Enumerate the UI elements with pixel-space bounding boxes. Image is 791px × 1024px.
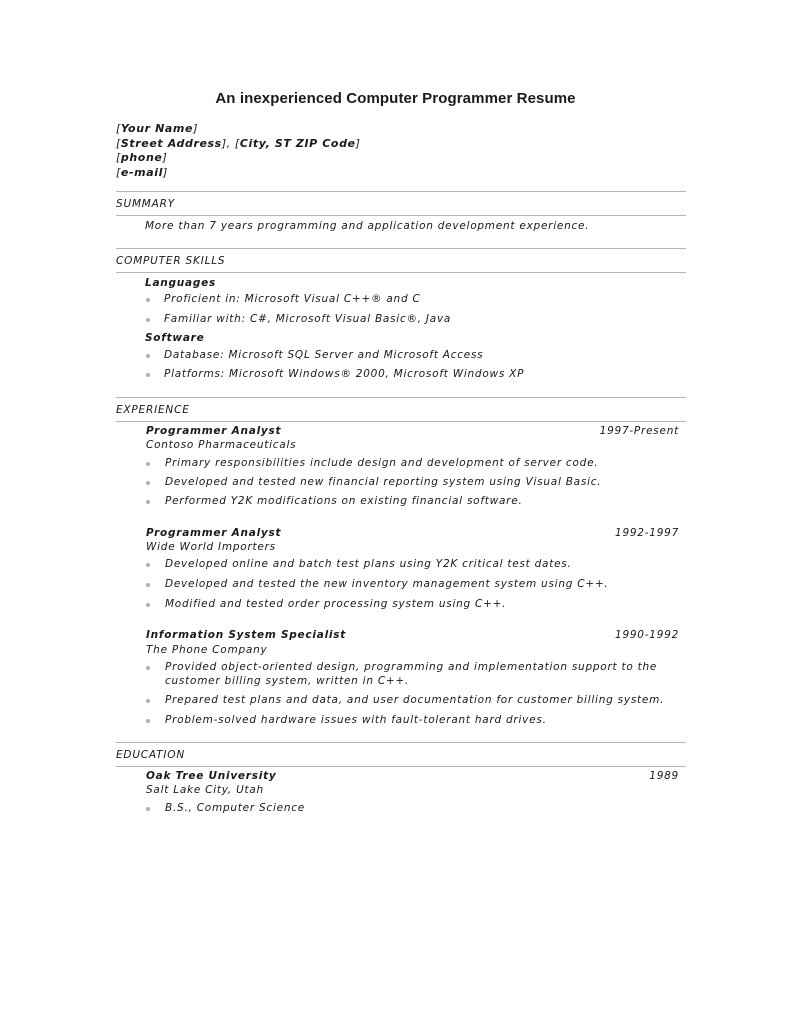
- job-title: Programmer Analyst: [146, 527, 282, 539]
- job-bullet: Developed and tested the new inventory management system using C++.: [165, 578, 609, 590]
- job-bullet: Prepared test plans and data, and user documentation for customer billing system.: [165, 694, 665, 706]
- section-divider: [116, 191, 686, 192]
- job-dates: 1997-Present: [599, 425, 679, 437]
- bullet-dot: [146, 603, 150, 607]
- job-bullet: Provided object-oriented design, programming and implementation support to the: [165, 661, 658, 673]
- bullet-dot: [146, 318, 150, 322]
- job-bullet: Developed online and batch test plans using Y2K critical test dates.: [165, 558, 572, 570]
- section-divider: [116, 742, 686, 743]
- section-divider: [116, 272, 686, 273]
- job-company: Contoso Pharmaceuticals: [146, 439, 297, 451]
- job-bullet: Primary responsibilities include design and development of server code.: [165, 457, 599, 469]
- experience-heading: EXPERIENCE: [116, 404, 190, 416]
- school-location: Salt Lake City, Utah: [146, 784, 264, 796]
- job-dates: 1990-1992: [615, 629, 679, 641]
- contact-phone: [phone]: [116, 151, 168, 165]
- graduation-year: 1989: [649, 770, 679, 782]
- bullet-dot: [146, 500, 150, 504]
- skill-item: Database: Microsoft SQL Server and Microsoft Access: [164, 349, 484, 361]
- software-label: Software: [145, 332, 205, 344]
- job-bullet-continued: customer billing system, written in C++.: [165, 675, 410, 687]
- job-company: Wide World Importers: [146, 541, 276, 553]
- bullet-dot: [146, 373, 150, 377]
- bullet-dot: [146, 699, 150, 703]
- bullet-dot: [146, 462, 150, 466]
- skills-heading: COMPUTER SKILLS: [116, 255, 226, 267]
- bullet-dot: [146, 807, 150, 811]
- job-bullet: Developed and tested new financial reporting system using Visual Basic.: [165, 476, 602, 488]
- summary-heading: SUMMARY: [116, 198, 175, 210]
- job-title: Programmer Analyst: [146, 425, 282, 437]
- skill-item: Familiar with: C#, Microsoft Visual Basic®, Java: [164, 313, 452, 325]
- contact-email: [e-mail]: [116, 165, 168, 179]
- section-divider: [116, 421, 686, 422]
- job-dates: 1992-1997: [615, 527, 679, 539]
- summary-text: More than 7 years programming and application development experience.: [145, 220, 590, 232]
- job-bullet: Modified and tested order processing system using C++.: [165, 598, 507, 610]
- education-heading: EDUCATION: [116, 749, 185, 761]
- job-bullet: Performed Y2K modifications on existing financial software.: [165, 495, 523, 507]
- resume-title: An inexperienced Computer Programmer Resume: [215, 90, 576, 107]
- job-bullet: Problem-solved hardware issues with fault-tolerant hard drives.: [165, 714, 547, 726]
- section-divider: [116, 215, 686, 216]
- contact-address: [Street Address], [City, ST ZIP Code]: [116, 136, 361, 150]
- contact-block: [116, 122, 361, 180]
- skill-item: Platforms: Microsoft Windows® 2000, Microsoft Windows XP: [164, 368, 525, 380]
- section-divider: [116, 248, 686, 249]
- bullet-dot: [146, 563, 150, 567]
- bullet-dot: [146, 298, 150, 302]
- languages-label: Languages: [145, 277, 216, 289]
- bullet-dot: [146, 354, 150, 358]
- job-title: Information System Specialist: [146, 629, 347, 641]
- bullet-dot: [146, 583, 150, 587]
- bullet-dot: [146, 666, 150, 670]
- section-divider: [116, 766, 686, 767]
- contact-name: [Your Name]: [116, 122, 198, 135]
- section-divider: [116, 397, 686, 398]
- skill-item: Proficient in: Microsoft Visual C++® and C: [164, 293, 421, 305]
- bullet-dot: [146, 481, 150, 485]
- degree: B.S., Computer Science: [165, 802, 305, 814]
- school-name: Oak Tree University: [146, 770, 277, 782]
- job-company: The Phone Company: [146, 644, 268, 656]
- bullet-dot: [146, 719, 150, 723]
